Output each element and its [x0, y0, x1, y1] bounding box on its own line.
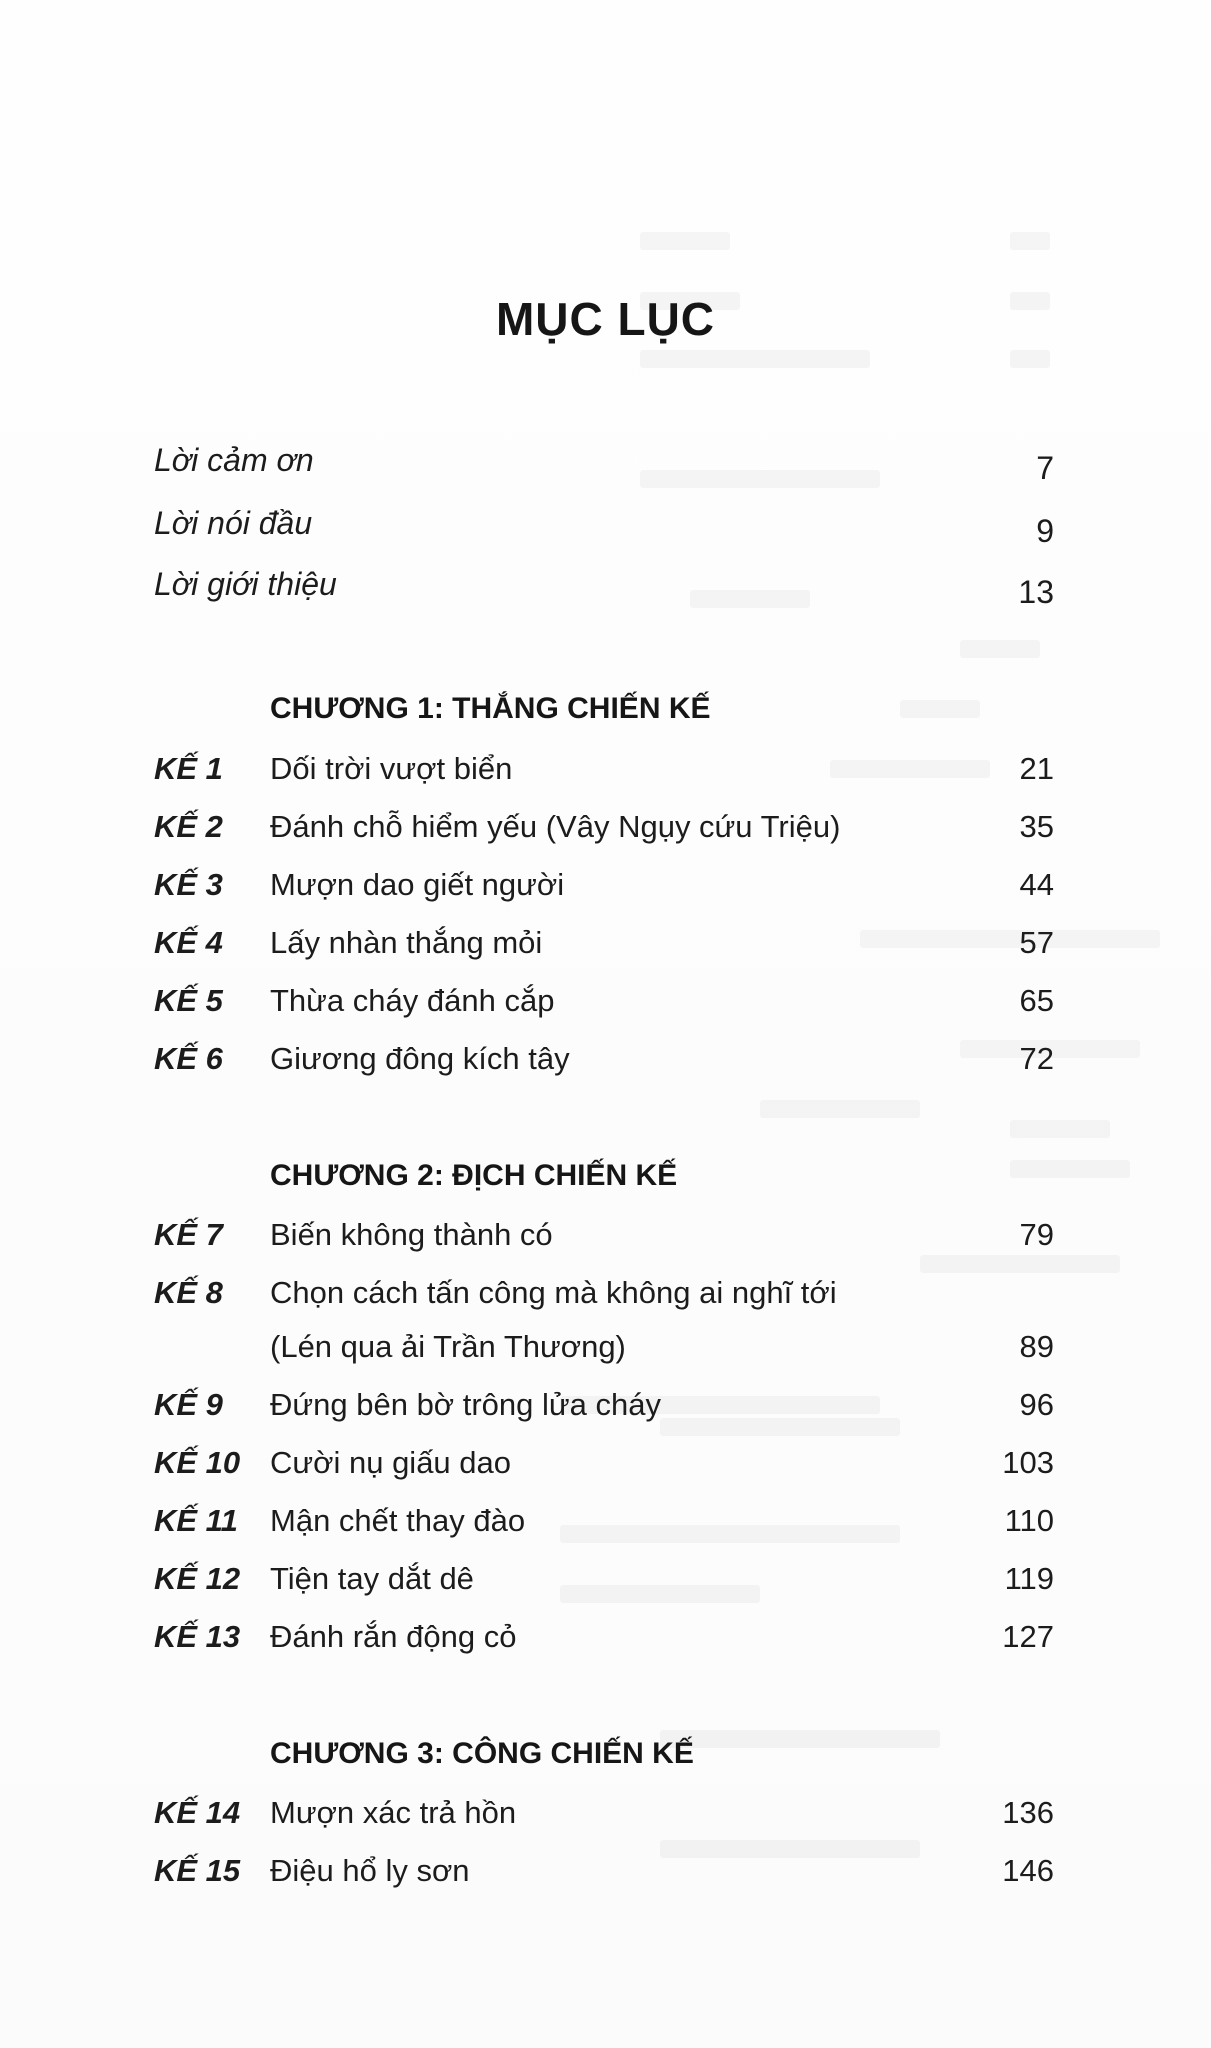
toc-page-number: 7 [1036, 450, 1054, 486]
toc-page-number: 127 [1002, 1619, 1054, 1654]
toc-page-number: 146 [1002, 1853, 1054, 1888]
ke-title: Dối trời vượt biển [270, 751, 513, 786]
toc-page-number: 21 [1019, 751, 1054, 786]
ke-number: KẾ 4 [154, 925, 223, 960]
toc-entry-label: Lời cảm ơn [154, 442, 314, 478]
ke-title: Đứng bên bờ trông lửa cháy [270, 1387, 661, 1422]
ke-title: Đánh chỗ hiểm yếu (Vây Ngụy cứu Triệu) [270, 809, 841, 844]
chapter-heading: CHƯƠNG 1: THẮNG CHIẾN KẾ [270, 692, 711, 725]
ke-title: Giương đông kích tây [270, 1041, 570, 1076]
ke-title: Điệu hổ ly sơn [270, 1853, 470, 1888]
toc-page-number: 57 [1019, 925, 1054, 960]
ke-title: Thừa cháy đánh cắp [270, 983, 555, 1018]
toc-entry-loi-cam-on [154, 442, 1054, 486]
chapter-heading: CHƯƠNG 2: ĐỊCH CHIẾN KẾ [270, 1159, 678, 1192]
ke-title: Đánh rắn động cỏ [270, 1619, 517, 1654]
ke-title: Cười nụ giấu dao [270, 1445, 512, 1480]
ke-title: Tiện tay dắt dê [270, 1561, 474, 1596]
ke-number: KẾ 11 [154, 1503, 238, 1538]
ke-title: Mượn dao giết người [270, 867, 565, 902]
ke-number: KẾ 13 [154, 1619, 241, 1654]
ke-title-continued: (Lén qua ải Trần Thương) [270, 1329, 626, 1364]
ke-number: KẾ 15 [154, 1853, 241, 1888]
toc-entry-label: Lời nói đầu [154, 505, 313, 541]
toc-page-number: 35 [1019, 809, 1054, 844]
page-title: MỤC LỤC [495, 293, 716, 345]
toc-page-number: 110 [1004, 1503, 1054, 1538]
ke-number: KẾ 8 [154, 1275, 223, 1310]
toc-page-number: 13 [1018, 574, 1054, 610]
toc-page-number: 103 [1002, 1445, 1054, 1480]
ke-number: KẾ 2 [154, 809, 223, 844]
toc-page-number: 44 [1019, 867, 1054, 902]
ke-number: KẾ 1 [154, 751, 223, 786]
toc-entry-loi-gioi-thieu [154, 566, 1054, 610]
toc-page-number: 65 [1019, 983, 1054, 1018]
toc-entry-loi-noi-dau [154, 505, 1054, 549]
ke-title: Chọn cách tấn công mà không ai nghĩ tới [270, 1275, 837, 1310]
ke-title: Lấy nhàn thắng mỏi [270, 925, 543, 960]
ke-number: KẾ 6 [154, 1041, 223, 1076]
toc-page-number: 89 [1019, 1329, 1054, 1364]
ke-number: KẾ 10 [154, 1445, 241, 1480]
toc-page-number: 79 [1019, 1217, 1054, 1252]
ke-title: Mượn xác trả hồn [270, 1795, 517, 1830]
ke-number: KẾ 9 [154, 1387, 223, 1422]
toc-entry-label: Lời giới thiệu [154, 566, 337, 602]
ke-number: KẾ 5 [154, 983, 223, 1018]
chapter-heading: CHƯƠNG 3: CÔNG CHIẾN KẾ [270, 1737, 694, 1770]
toc-page-number: 9 [1036, 513, 1054, 549]
ke-number: KẾ 12 [154, 1561, 241, 1596]
ke-number: KẾ 14 [154, 1795, 241, 1830]
toc-page-number: 136 [1002, 1795, 1054, 1830]
ke-title: Biến không thành có [270, 1217, 553, 1252]
toc-page-number: 72 [1019, 1041, 1054, 1076]
ke-title: Mận chết thay đào [270, 1503, 526, 1538]
ke-number: KẾ 3 [154, 867, 223, 902]
ke-number: KẾ 7 [154, 1217, 223, 1252]
toc-page-number: 96 [1019, 1387, 1054, 1422]
toc-page-number: 119 [1004, 1561, 1054, 1596]
